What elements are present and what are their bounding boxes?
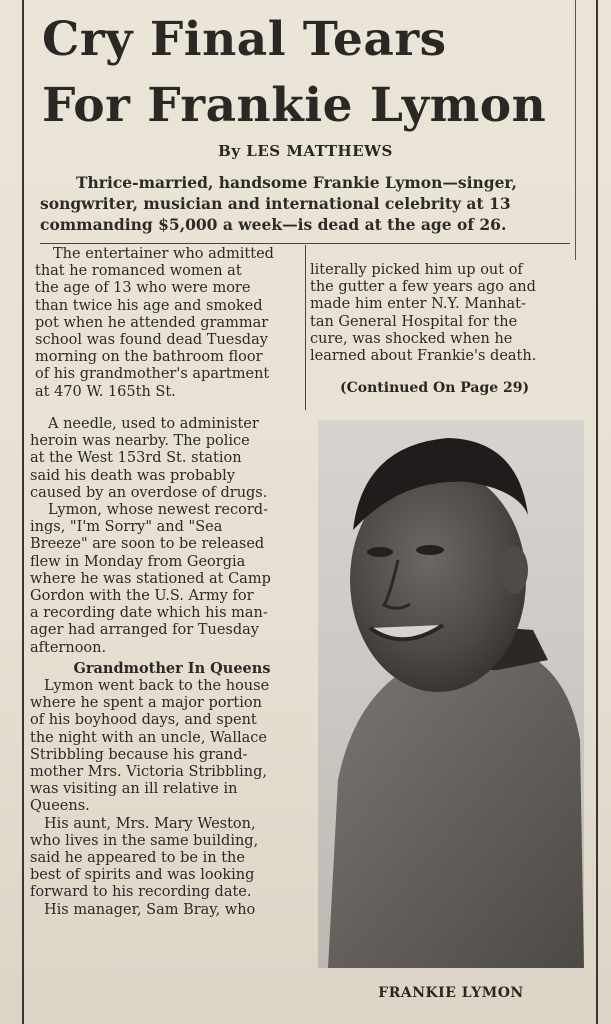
- text-line: caused by an overdose of drugs.: [30, 484, 268, 501]
- portrait-photo: [318, 420, 584, 968]
- text-line: was visiting an ill relative in: [30, 781, 238, 798]
- article-column-b: [310, 262, 576, 365]
- text-line: school was found dead Tuesday: [35, 332, 268, 349]
- lede-line: commanding $5,000 a week—is dead at the age of 26.: [40, 215, 507, 234]
- headline-line-2: For Frankie Lymon: [42, 78, 547, 133]
- text-line: The entertainer who admitted: [53, 246, 274, 262]
- text-line: said he appeared to be in the: [30, 850, 245, 867]
- text-line: Breeze" are soon to be released: [30, 536, 265, 553]
- text-line: heroin was nearby. The police: [30, 433, 250, 450]
- text-line: flew in Monday from Georgia: [30, 553, 246, 570]
- text-line: cure, was shocked when he: [310, 330, 513, 347]
- text-line: pot when he attended grammar: [35, 314, 269, 331]
- text-line: mother Mrs. Victoria Stribbling,: [30, 764, 267, 781]
- text-line: best of spirits and was looking: [30, 867, 255, 884]
- text-line: Lymon, whose newest record-: [48, 502, 268, 519]
- byline: By LES MATTHEWS: [218, 142, 393, 160]
- lede-paragraph: [40, 172, 570, 235]
- headline-line-1: Cry Final Tears: [42, 12, 447, 67]
- portrait-illustration: [318, 420, 584, 968]
- text-line: literally picked him up out of: [310, 262, 523, 278]
- text-line: the age of 13 who were more: [35, 280, 251, 297]
- subhead: Grandmother In Queens: [73, 659, 271, 677]
- article-column-c: [30, 416, 314, 919]
- text-line: where he spent a major portion: [30, 695, 262, 712]
- continued-notice: (Continued On Page 29): [340, 380, 530, 396]
- text-line: His aunt, Mrs. Mary Weston,: [44, 815, 256, 832]
- text-line: afternoon.: [30, 639, 107, 656]
- lede-line: Thrice-married, handsome Frankie Lymon—singer,: [76, 173, 517, 192]
- divider-rule: [40, 243, 570, 244]
- column-divider: [305, 245, 306, 410]
- text-line: ager had arranged for Tuesday: [30, 622, 259, 639]
- text-line: His manager, Sam Bray, who: [44, 901, 256, 918]
- text-line: Gordon with the U.S. Army for: [30, 588, 254, 605]
- text-line: ings, "I'm Sorry" and "Sea: [30, 519, 223, 536]
- text-line: who lives in the same building,: [30, 832, 259, 849]
- text-line: Stribbling because his grand-: [30, 746, 248, 763]
- text-line: where he was stationed at Camp: [30, 570, 271, 587]
- text-line: a recording date which his man-: [30, 605, 268, 622]
- text-line: of his boyhood days, and spent: [30, 712, 257, 729]
- text-line: Queens.: [30, 798, 90, 815]
- text-line: A needle, used to administer: [48, 416, 259, 432]
- text-line: of his grandmother's apartment: [35, 366, 270, 383]
- text-line: made him enter N.Y. Manhat-: [310, 296, 526, 313]
- text-line: at the West 153rd St. station: [30, 450, 242, 467]
- text-line: at 470 W. 165th St.: [35, 383, 176, 400]
- text-line: than twice his age and smoked: [35, 297, 263, 314]
- text-line: that he romanced women at: [35, 263, 242, 280]
- text-line: said his death was probably: [30, 467, 236, 484]
- text-line: tan General Hospital for the: [310, 313, 518, 330]
- text-line: forward to his recording date.: [30, 884, 252, 901]
- photo-caption: FRANKIE LYMON: [378, 985, 524, 1001]
- text-line: learned about Frankie's death.: [310, 348, 537, 365]
- text-line: morning on the bathroom floor: [35, 349, 263, 366]
- text-line: the gutter a few years ago and: [310, 279, 536, 296]
- text-line: Lymon went back to the house: [44, 678, 270, 695]
- lede-line: songwriter, musician and international celebrity at 13: [40, 194, 511, 213]
- article-column-a: [35, 246, 303, 401]
- text-line: the night with an uncle, Wallace: [30, 729, 267, 746]
